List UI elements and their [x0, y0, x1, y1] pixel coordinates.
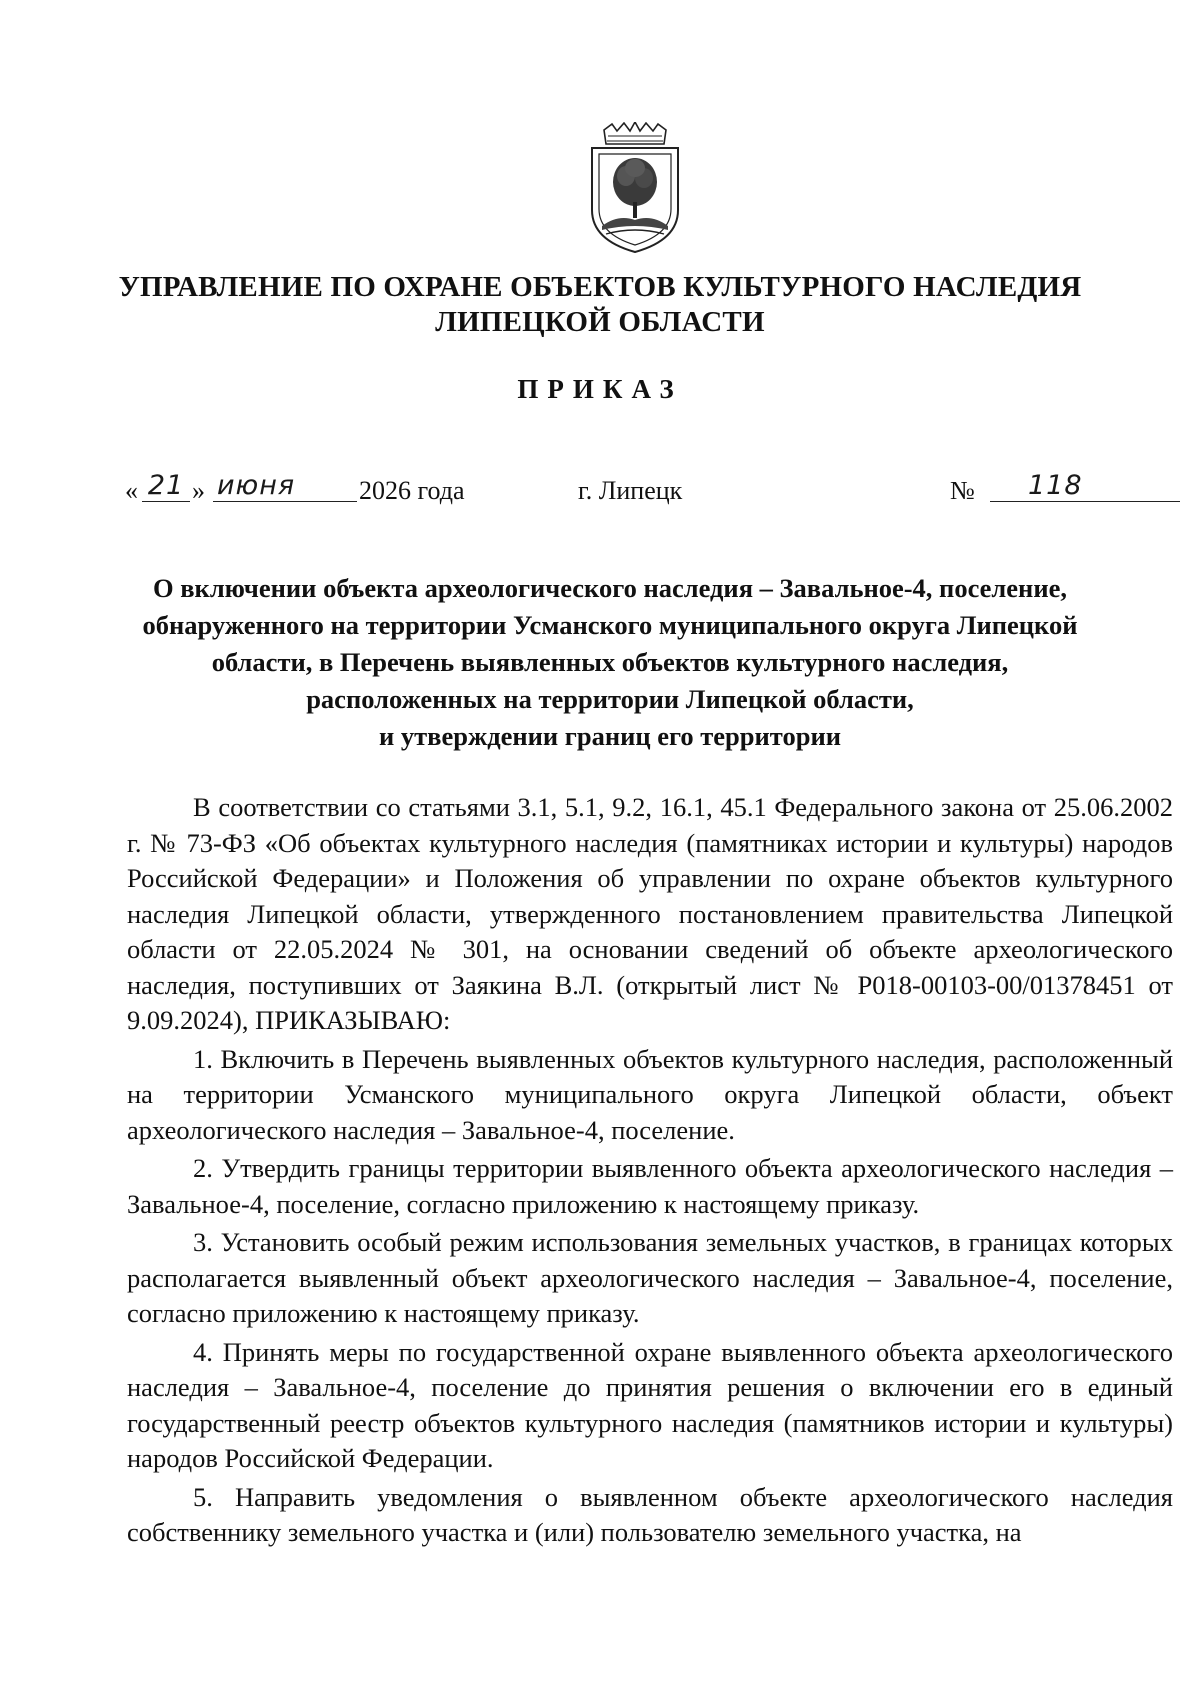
organization-title-line2: ЛИПЕЦКОЙ ОБЛАСТИ [435, 306, 765, 338]
date-quote-close: » [192, 476, 205, 505]
order-item-5: 5. Направить уведомления о выявленном объекте археологического наследия собственнику земельного участка и (или) пользователю земельного участка, на [127, 1481, 1173, 1547]
number-sign: № [950, 476, 975, 505]
organization-title-line1: УПРАВЛЕНИЕ ПО ОХРАНЕ ОБЪЕКТОВ КУЛЬТУРНОГО НАСЛЕДИЯ [118, 271, 1082, 303]
document-type: ПРИКАЗ [517, 374, 683, 404]
order-item-1: 1. Включить в Перечень выявленных объектов культурного наследия, расположенный на территории Усманского муниципального округа Липецкой области, объект археологического наследия – Завальное-4, поселение. [127, 1043, 1173, 1145]
subject-line: области, в Перечень выявленных объектов культурного наследия, [211, 647, 1009, 677]
order-item-3: 3. Установить особый режим использования земельных участков, в границах которых располагается выявленный объект археологического наследия – Завальное-4, поселение, согласно приложению к настоящему приказу. [127, 1227, 1173, 1328]
subject-line: расположенных на территории Липецкой области, [306, 684, 914, 714]
date-year: 2026 года [359, 476, 465, 505]
date-month: июня [213, 470, 357, 502]
coat-of-arms-icon [590, 122, 680, 254]
preamble-paragraph: В соответствии со статьями 3.1, 5.1, 9.2, 16.1, 45.1 Федерального закона от 25.06.2002 г. № 73-ФЗ «Об объектах культурного наследия (памятниках истории и культуры) народов Российской Федерации» и Положения об управлении по охране объектов культурного наследия Липецкой области, утвержденного постановлением правительства Липецкой области от 22.05.2024 № 301, на основании сведений об объекте археологического наследия, поступивших от Заякина В.Л. (открытый лист № Р018-00103-00/01378451 от 9.09.2024), ПРИКАЗЫВАЮ: [127, 792, 1173, 1035]
subject-line: обнаруженного на территории Усманского муниципального округа Липецкой [142, 610, 1078, 640]
document-subject [110, 570, 1110, 755]
document-number: 118 [990, 470, 1180, 502]
organization-title [100, 270, 1100, 340]
order-item-4: 4. Принять меры по государственной охране выявленного объекта археологического наследия – Завальное-4, поселение до принятия решения о включении его в единый государственный реестр объектов культурного наследия (памятников истории и культуры) народов Российской Федерации. [127, 1336, 1173, 1473]
date-number-line [125, 470, 1180, 510]
city: г. Липецк [578, 476, 683, 505]
date-quote-open: « [125, 476, 138, 505]
subject-line: О включении объекта археологического наследия – Завальное-4, поселение, [153, 573, 1067, 603]
subject-line: и утверждении границ его территории [379, 721, 841, 751]
document-body [127, 790, 1173, 1551]
order-item-2: 2. Утвердить границы территории выявленного объекта археологического наследия – Завальное-4, поселение, согласно приложению к настоящему приказу. [127, 1153, 1173, 1219]
date-day: 21 [142, 470, 190, 502]
